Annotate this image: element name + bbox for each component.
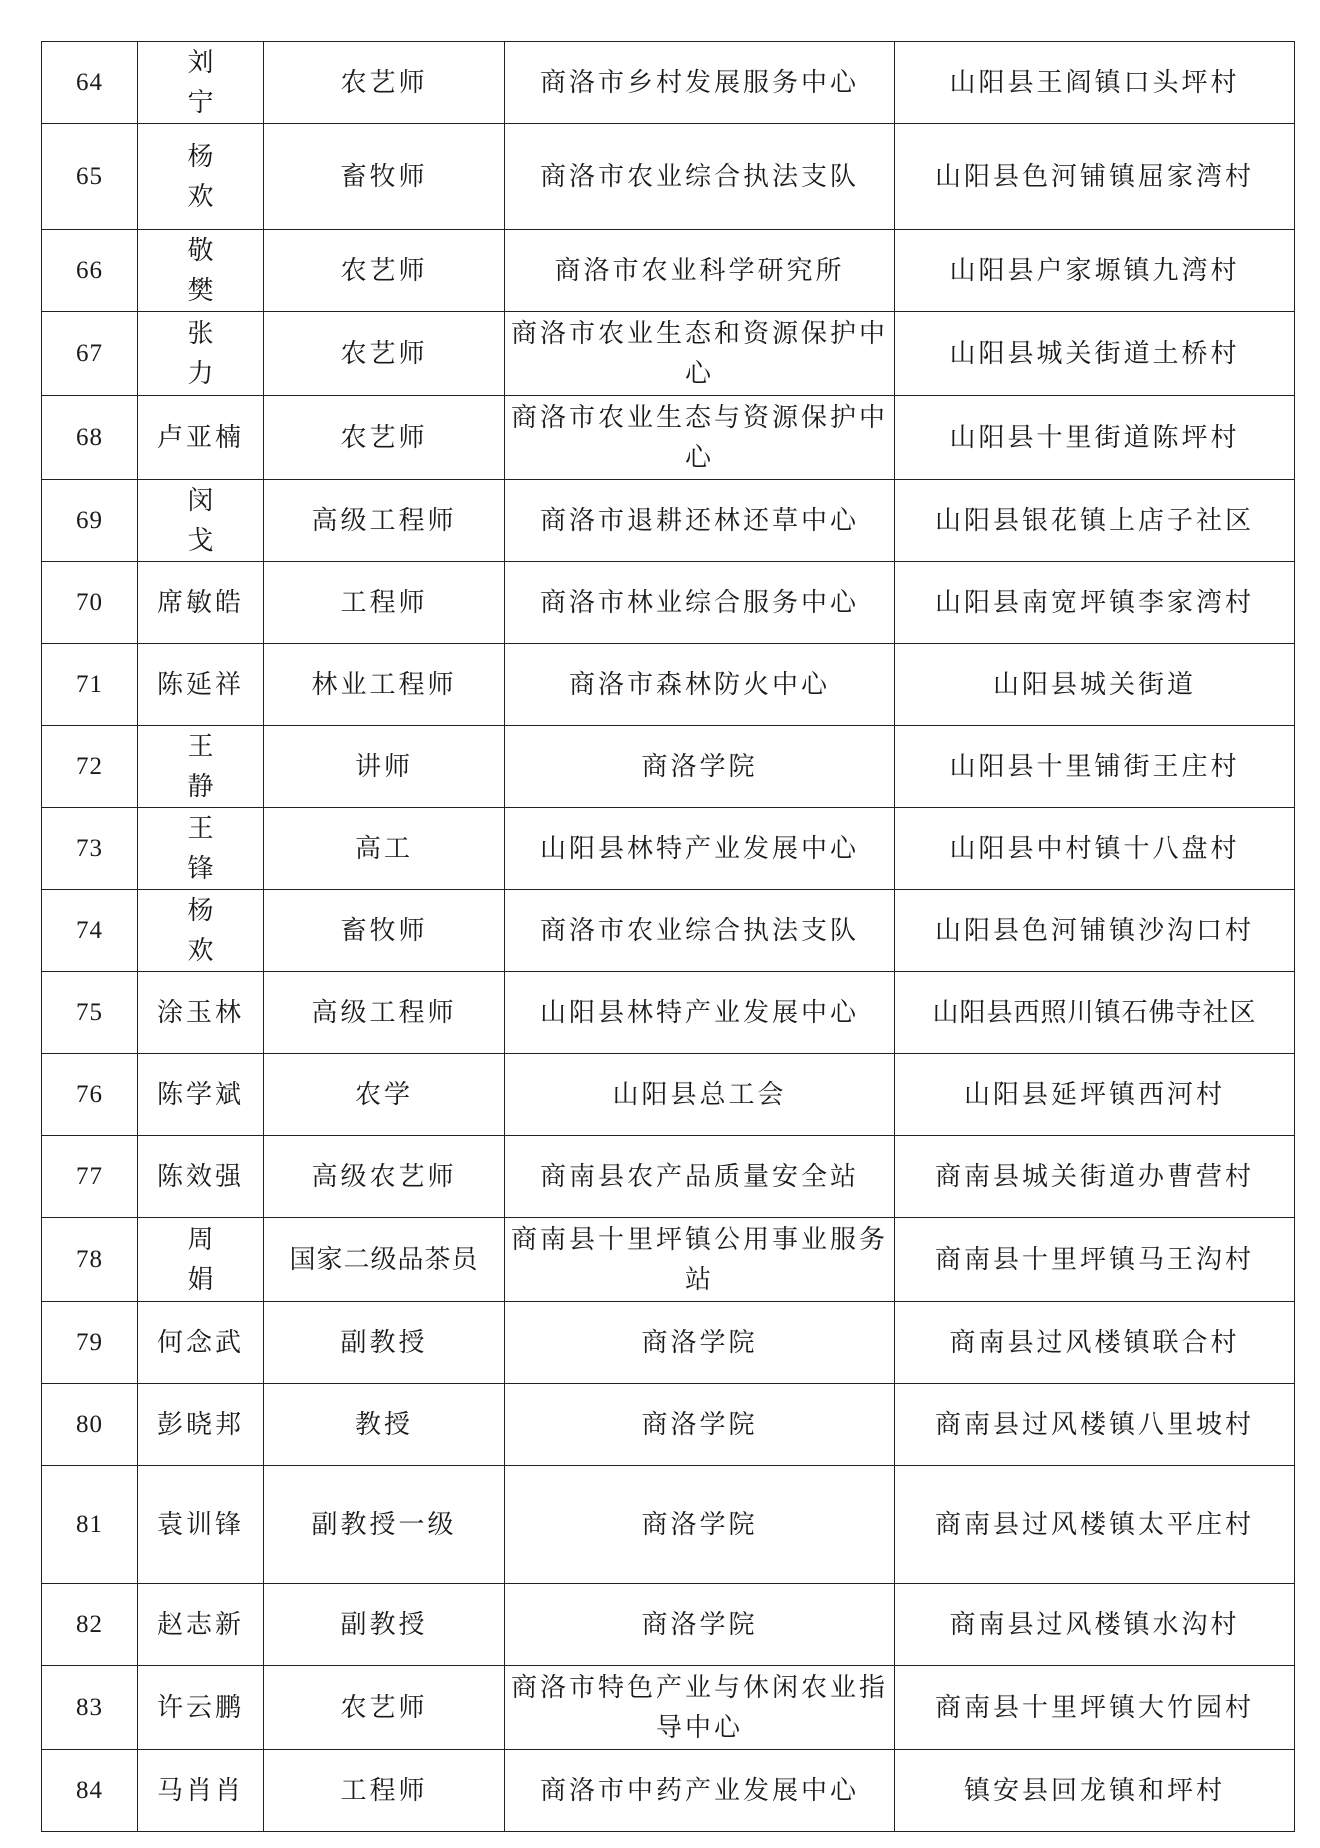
person-name: 何念武 — [138, 1302, 264, 1384]
row-number: 81 — [42, 1466, 138, 1584]
table-row — [42, 396, 1295, 480]
service-location: 山阳县城关街道土桥村 — [895, 312, 1295, 396]
table-row — [42, 312, 1295, 396]
person-name: 闵 戈 — [138, 480, 264, 562]
work-unit: 商南县十里坪镇公用事业服务站 — [505, 1218, 895, 1302]
row-number: 79 — [42, 1302, 138, 1384]
person-name: 涂玉林 — [138, 972, 264, 1054]
row-number: 66 — [42, 230, 138, 312]
service-location: 山阳县十里铺街王庄村 — [895, 726, 1295, 808]
work-unit: 商洛学院 — [505, 1384, 895, 1466]
work-unit: 商南县农产品质量安全站 — [505, 1136, 895, 1218]
service-location: 商南县过风楼镇水沟村 — [895, 1584, 1295, 1666]
work-unit: 商洛学院 — [505, 1302, 895, 1384]
job-title: 农艺师 — [264, 1666, 505, 1750]
service-location: 商南县十里坪镇大竹园村 — [895, 1666, 1295, 1750]
job-title: 高级工程师 — [264, 480, 505, 562]
service-location: 山阳县银花镇上店子社区 — [895, 480, 1295, 562]
person-name: 王 锋 — [138, 808, 264, 890]
row-number: 82 — [42, 1584, 138, 1666]
row-number: 84 — [42, 1750, 138, 1832]
job-title: 农艺师 — [264, 396, 505, 480]
person-name: 马肖肖 — [138, 1750, 264, 1832]
work-unit: 山阳县林特产业发展中心 — [505, 808, 895, 890]
row-number: 73 — [42, 808, 138, 890]
service-location: 山阳县南宽坪镇李家湾村 — [895, 562, 1295, 644]
table-row — [42, 42, 1295, 124]
row-number: 72 — [42, 726, 138, 808]
service-location: 商南县过风楼镇八里坡村 — [895, 1384, 1295, 1466]
work-unit: 商洛市特色产业与休闲农业指导中心 — [505, 1666, 895, 1750]
row-number: 80 — [42, 1384, 138, 1466]
table-row — [42, 1584, 1295, 1666]
table-row — [42, 124, 1295, 230]
work-unit: 商洛学院 — [505, 1466, 895, 1584]
table-row — [42, 1750, 1295, 1832]
table-row — [42, 1384, 1295, 1466]
row-number: 69 — [42, 480, 138, 562]
service-location: 山阳县十里街道陈坪村 — [895, 396, 1295, 480]
person-name: 许云鹏 — [138, 1666, 264, 1750]
work-unit: 商洛市退耕还林还草中心 — [505, 480, 895, 562]
job-title: 工程师 — [264, 1750, 505, 1832]
job-title: 农学 — [264, 1054, 505, 1136]
row-number: 68 — [42, 396, 138, 480]
table-row — [42, 1136, 1295, 1218]
service-location: 山阳县延坪镇西河村 — [895, 1054, 1295, 1136]
personnel-table — [41, 41, 1295, 1832]
person-name: 陈效强 — [138, 1136, 264, 1218]
person-name: 卢亚楠 — [138, 396, 264, 480]
table-row — [42, 890, 1295, 972]
job-title: 讲师 — [264, 726, 505, 808]
row-number: 76 — [42, 1054, 138, 1136]
service-location: 山阳县城关街道 — [895, 644, 1295, 726]
job-title: 农艺师 — [264, 312, 505, 396]
work-unit: 商洛学院 — [505, 1584, 895, 1666]
row-number: 77 — [42, 1136, 138, 1218]
table-row — [42, 1466, 1295, 1584]
row-number: 64 — [42, 42, 138, 124]
person-name: 周 娟 — [138, 1218, 264, 1302]
job-title: 农艺师 — [264, 230, 505, 312]
row-number: 65 — [42, 124, 138, 230]
job-title: 副教授一级 — [264, 1466, 505, 1584]
table-row — [42, 808, 1295, 890]
person-name: 袁训锋 — [138, 1466, 264, 1584]
work-unit: 商洛市农业综合执法支队 — [505, 890, 895, 972]
row-number: 67 — [42, 312, 138, 396]
person-name: 敬 樊 — [138, 230, 264, 312]
table-row — [42, 1666, 1295, 1750]
job-title: 副教授 — [264, 1584, 505, 1666]
person-name: 陈延祥 — [138, 644, 264, 726]
work-unit: 商洛学院 — [505, 726, 895, 808]
service-location: 山阳县色河铺镇屈家湾村 — [895, 124, 1295, 230]
person-name: 刘 宁 — [138, 42, 264, 124]
person-name: 张 力 — [138, 312, 264, 396]
table-row — [42, 1302, 1295, 1384]
work-unit: 商洛市林业综合服务中心 — [505, 562, 895, 644]
table-row — [42, 1054, 1295, 1136]
service-location: 山阳县户家塬镇九湾村 — [895, 230, 1295, 312]
service-location: 镇安县回龙镇和坪村 — [895, 1750, 1295, 1832]
job-title: 农艺师 — [264, 42, 505, 124]
job-title: 教授 — [264, 1384, 505, 1466]
person-name: 杨 欢 — [138, 124, 264, 230]
service-location: 山阳县王阎镇口头坪村 — [895, 42, 1295, 124]
table-row — [42, 230, 1295, 312]
table-row — [42, 562, 1295, 644]
service-location: 商南县过风楼镇太平庄村 — [895, 1466, 1295, 1584]
table-row — [42, 1218, 1295, 1302]
person-name: 赵志新 — [138, 1584, 264, 1666]
work-unit: 商洛市农业生态和资源保护中心 — [505, 312, 895, 396]
person-name: 杨 欢 — [138, 890, 264, 972]
row-number: 70 — [42, 562, 138, 644]
work-unit: 山阳县总工会 — [505, 1054, 895, 1136]
job-title: 林业工程师 — [264, 644, 505, 726]
person-name: 席敏皓 — [138, 562, 264, 644]
job-title: 高工 — [264, 808, 505, 890]
work-unit: 商洛市中药产业发展中心 — [505, 1750, 895, 1832]
job-title: 高级农艺师 — [264, 1136, 505, 1218]
person-name: 彭晓邦 — [138, 1384, 264, 1466]
job-title: 副教授 — [264, 1302, 505, 1384]
work-unit: 商洛市农业综合执法支队 — [505, 124, 895, 230]
row-number: 78 — [42, 1218, 138, 1302]
person-name: 陈学斌 — [138, 1054, 264, 1136]
work-unit: 商洛市农业生态与资源保护中心 — [505, 396, 895, 480]
service-location: 商南县城关街道办曹营村 — [895, 1136, 1295, 1218]
work-unit: 商洛市乡村发展服务中心 — [505, 42, 895, 124]
service-location: 商南县十里坪镇马王沟村 — [895, 1218, 1295, 1302]
row-number: 74 — [42, 890, 138, 972]
work-unit: 山阳县林特产业发展中心 — [505, 972, 895, 1054]
job-title: 高级工程师 — [264, 972, 505, 1054]
service-location: 山阳县色河铺镇沙沟口村 — [895, 890, 1295, 972]
work-unit: 商洛市农业科学研究所 — [505, 230, 895, 312]
job-title: 工程师 — [264, 562, 505, 644]
row-number: 83 — [42, 1666, 138, 1750]
job-title: 畜牧师 — [264, 124, 505, 230]
table-row — [42, 644, 1295, 726]
service-location: 商南县过风楼镇联合村 — [895, 1302, 1295, 1384]
service-location: 山阳县中村镇十八盘村 — [895, 808, 1295, 890]
work-unit: 商洛市森林防火中心 — [505, 644, 895, 726]
person-name: 王 静 — [138, 726, 264, 808]
table-row — [42, 972, 1295, 1054]
table-row — [42, 726, 1295, 808]
job-title: 畜牧师 — [264, 890, 505, 972]
row-number: 75 — [42, 972, 138, 1054]
table-row — [42, 480, 1295, 562]
row-number: 71 — [42, 644, 138, 726]
service-location: 山阳县西照川镇石佛寺社区 — [895, 972, 1295, 1054]
job-title: 国家二级品茶员 — [264, 1218, 505, 1302]
